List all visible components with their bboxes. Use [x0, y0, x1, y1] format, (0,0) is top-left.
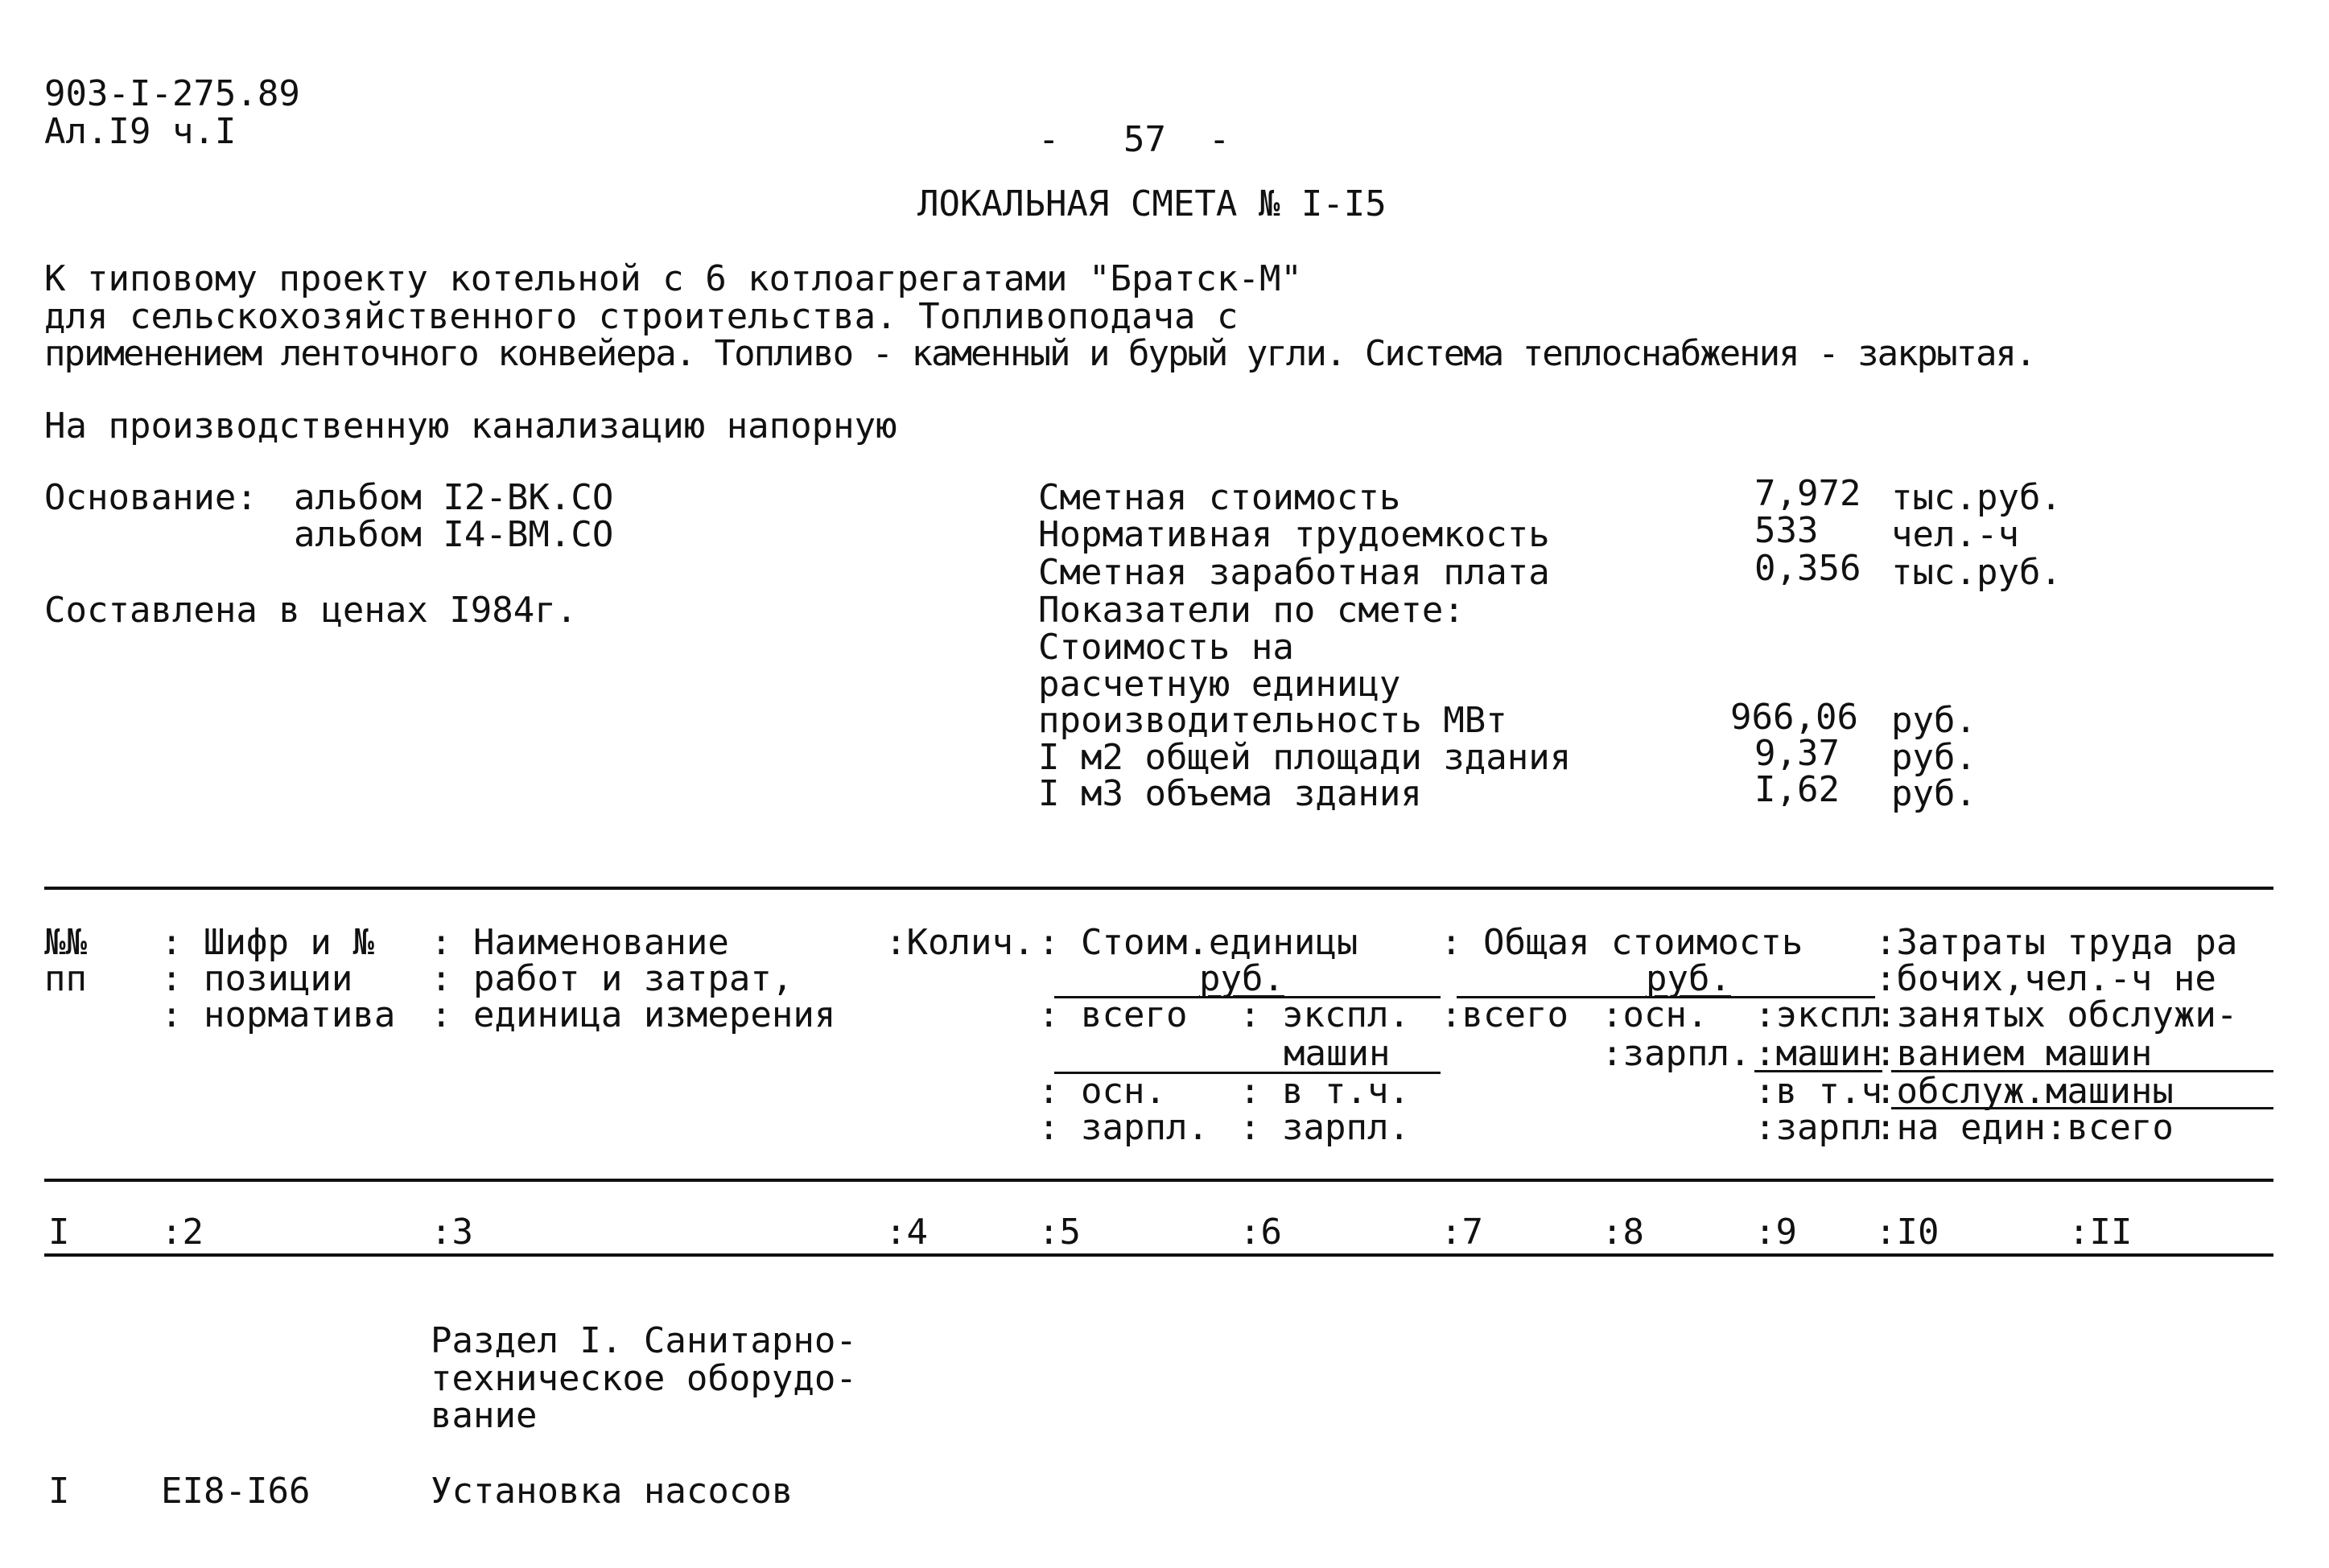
- indicator-label: Стоимость на: [1038, 627, 1294, 668]
- header-col-labor: :Затраты труда ра: [1875, 922, 2238, 963]
- column-number: :2: [161, 1212, 204, 1253]
- column-number: :7: [1441, 1212, 1483, 1253]
- column-number: :3: [431, 1212, 473, 1253]
- header-col-total-machines: :экспл: [1754, 994, 1882, 1035]
- header-total-cost-title: : Общая стоимость: [1441, 922, 1803, 963]
- indicator-value: I,62: [1754, 769, 1840, 810]
- header-col-unit-machine-wage: : зарпл.: [1239, 1107, 1410, 1148]
- header-unit-cost-title: : Стоим.единицы: [1038, 922, 1358, 963]
- section-title: Раздел I. Санитарно-: [431, 1320, 857, 1361]
- document-title: ЛОКАЛЬНАЯ СМЕТА № I-I5: [917, 183, 1387, 224]
- indicator-unit: тыс.руб.: [1891, 552, 2062, 593]
- indicator-label: Показатели по смете:: [1038, 590, 1465, 631]
- header-total-cost-unit: руб.: [1646, 958, 1731, 999]
- indicator-value: 9,37: [1754, 733, 1840, 774]
- header-col-total-wage: :зарпл.: [1601, 1033, 1751, 1074]
- column-number: :5: [1038, 1212, 1081, 1253]
- document-code: 903-I-275.89: [44, 73, 300, 114]
- header-col-unit-wage: : осн.: [1038, 1071, 1166, 1112]
- column-number: :6: [1239, 1212, 1282, 1253]
- header-col-unit-wage: : зарпл.: [1038, 1107, 1209, 1148]
- description-line-2: для сельскохозяйственного строительства. Топливоподача с: [44, 296, 1239, 337]
- column-number: I: [48, 1212, 70, 1253]
- basis-album-2: альбом I4-ВМ.СО: [294, 514, 614, 555]
- basis-label: Основание:: [44, 477, 258, 518]
- header-col-labor: :на един:всего: [1875, 1107, 2174, 1148]
- header-col-code: : норматива: [161, 994, 396, 1035]
- section-title: техническое оборудо-: [431, 1358, 857, 1399]
- header-col-total-machine-wage: :зарпл: [1754, 1107, 1882, 1148]
- indicator-label: производительность МВт: [1038, 700, 1507, 741]
- header-unit-cost-unit: руб.: [1199, 958, 1284, 999]
- header-col-number: пп: [44, 958, 87, 999]
- indicator-value: 7,972: [1754, 473, 1861, 514]
- page-number: - 57 -: [1038, 119, 1230, 160]
- indicator-value: 0,356: [1754, 548, 1861, 589]
- row-name: Установка насосов: [431, 1471, 794, 1512]
- row-number: I: [48, 1471, 70, 1512]
- indicator-label: Сметная заработная плата: [1038, 552, 1550, 593]
- indicator-unit: руб.: [1891, 700, 1977, 741]
- header-total-cost-rule: [1457, 996, 1875, 998]
- header-col-name: : единица измерения: [431, 994, 836, 1035]
- indicator-label: I м3 объема здания: [1038, 773, 1422, 814]
- indicator-label: I м2 общей площади здания: [1038, 737, 1572, 778]
- indicator-label: Нормативная трудоемкость: [1038, 514, 1550, 555]
- header-unit-cost-rule: [1054, 996, 1441, 998]
- column-number: :8: [1601, 1212, 1644, 1253]
- section-title: вание: [431, 1395, 538, 1436]
- indicator-label: Сметная стоимость: [1038, 477, 1401, 518]
- row-code: ЕI8-I66: [161, 1471, 311, 1512]
- header-labor-rule: [1891, 1107, 2273, 1109]
- header-col-total: :всего: [1441, 994, 1568, 1035]
- basis-album-1: альбом I2-ВК.СО: [294, 477, 614, 518]
- table-header-rule: [44, 1179, 2273, 1182]
- header-col-code: : Шифр и №: [161, 922, 374, 963]
- indicator-value: 533: [1754, 510, 1819, 551]
- column-number: :II: [2068, 1212, 2133, 1253]
- header-col-number: №№: [44, 922, 87, 963]
- header-col-labor: :ванием машин: [1875, 1033, 2153, 1074]
- header-col-labor: :занятых обслужи-: [1875, 994, 2238, 1035]
- table-top-rule: [44, 887, 2273, 890]
- header-col-labor: :бочих,чел.-ч не: [1875, 958, 2216, 999]
- description-line-1: К типовому проекту котельной с 6 котлоагрегатами "Братск-М": [44, 258, 1302, 299]
- header-unit-cost-mid-rule: [1054, 1072, 1441, 1074]
- header-col-unit-machines: : экспл.: [1239, 994, 1410, 1035]
- column-number: :9: [1754, 1212, 1797, 1253]
- header-col-labor: :обслуж.машины: [1875, 1071, 2174, 1112]
- estimate-subject: На производственную канализацию напорную: [44, 405, 897, 447]
- indicator-unit: руб.: [1891, 737, 1977, 778]
- header-col-code: : позиции: [161, 958, 353, 999]
- sheet-label: Ал.I9 ч.I: [44, 111, 237, 152]
- indicator-unit: тыс.руб.: [1891, 477, 2062, 518]
- column-number: :I0: [1875, 1212, 1939, 1253]
- indicator-label: расчетную единицу: [1038, 664, 1401, 705]
- header-col-total-wage: :осн.: [1601, 994, 1709, 1035]
- column-numbers-rule: [44, 1253, 2273, 1257]
- description-line-3: применением ленточного конвейера. Топливо - каменный и бурый угли. Система теплоснабжения - закрытая.: [44, 333, 2035, 374]
- column-number: :4: [885, 1212, 928, 1253]
- header-col-unit-machines: машин: [1284, 1033, 1391, 1074]
- header-col-quantity: :Колич.: [885, 922, 1035, 963]
- header-col-unit-total: : всего: [1038, 994, 1188, 1035]
- header-col-total-machines: :машин: [1754, 1033, 1882, 1074]
- header-col-unit-machine-wage: : в т.ч.: [1239, 1071, 1410, 1112]
- header-col-total-machine-wage: :в т.ч: [1754, 1071, 1882, 1112]
- header-labor-rule: [1891, 1070, 2273, 1072]
- indicator-unit: чел.-ч: [1891, 514, 2019, 555]
- price-level: Составлена в ценах I984г.: [44, 590, 578, 631]
- indicator-unit: руб.: [1891, 773, 1977, 814]
- header-col-name: : работ и затрат,: [431, 958, 794, 999]
- header-col-name: : Наименование: [431, 922, 729, 963]
- indicator-value: 966,06: [1730, 697, 1858, 738]
